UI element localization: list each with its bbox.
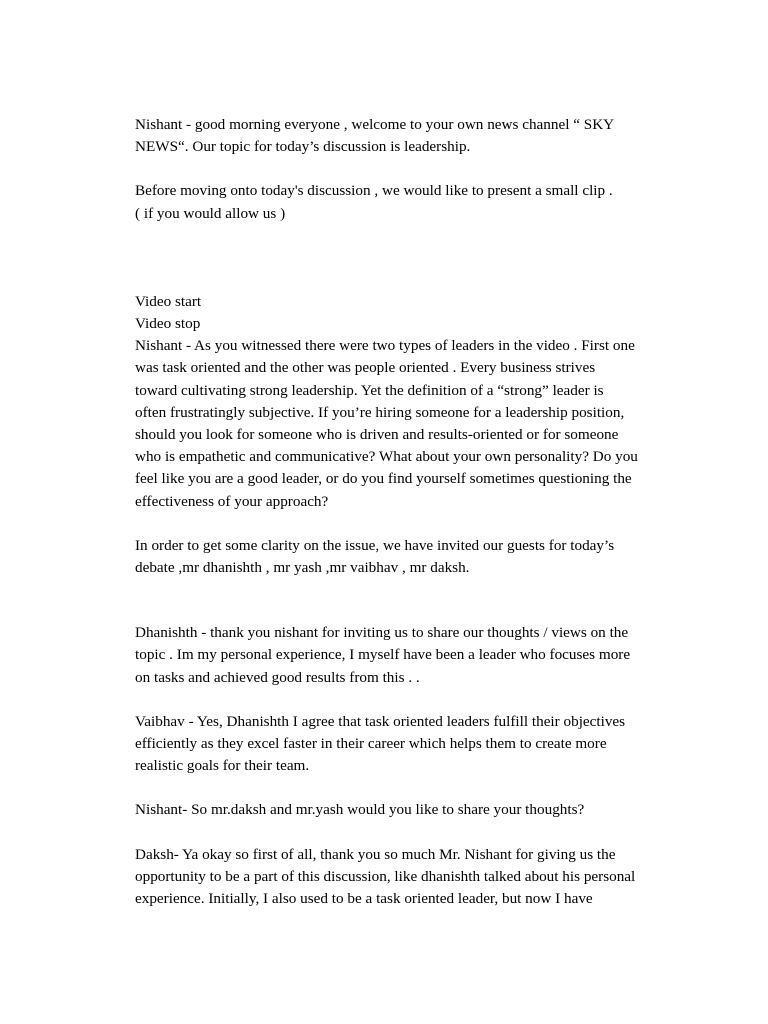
text-line: effectiveness of your approach? xyxy=(135,492,329,510)
paragraph-daksh xyxy=(135,844,695,911)
paragraph-vaibhav xyxy=(135,711,695,778)
paragraph-dhanishth xyxy=(135,622,695,689)
text-line: Video stop xyxy=(135,315,201,333)
text-line: In order to get some clarity on the issue, we have invited our guests for today’s xyxy=(135,536,615,554)
text-line: on tasks and achieved good results from this . . xyxy=(135,668,420,686)
text-line: opportunity to be a part of this discussion, like dhanishth talked about his personal xyxy=(135,867,636,885)
text-line: feel like you are a good leader, or do you find yourself sometimes questioning the xyxy=(135,470,632,488)
text-line: NEWS“. Our topic for today’s discussion is leadership. xyxy=(135,138,471,156)
paragraph-invite-guests xyxy=(135,535,695,579)
paragraph-video-block xyxy=(135,291,695,513)
text-line: realistic goals for their team. xyxy=(135,757,310,775)
text-line: who is empathetic and communicative? What about your own personality? Do you xyxy=(135,448,638,466)
text-line: experience. Initially, I also used to be a task oriented leader, but now I have xyxy=(135,890,593,908)
text-line: Nishant - good morning everyone , welcome to your own news channel “ SKY xyxy=(135,116,615,133)
text-line: Before moving onto today's discussion , we would like to present a small clip . xyxy=(135,182,613,200)
text-line: ( if you would allow us ) xyxy=(135,204,286,222)
text-line: efficiently as they excel faster in their career which helps them to create more xyxy=(135,735,607,753)
paragraph-nishant-intro xyxy=(135,114,695,158)
text-line: debate ,mr dhanishth , mr yash ,mr vaibhav , mr daksh. xyxy=(135,559,470,577)
text-line: Dhanishth - thank you nishant for inviting us to share our thoughts / views on the xyxy=(135,624,629,642)
text-line: Vaibhav - Yes, Dhanishth I agree that task oriented leaders fulfill their objectives xyxy=(135,712,626,730)
text-line: was task oriented and the other was people oriented . Every business strives xyxy=(135,359,596,377)
text-line: Nishant- So mr.daksh and mr.yash would you like to share your thoughts? xyxy=(135,801,585,819)
text-line: should you look for someone who is driven and results-oriented or for someone xyxy=(135,426,619,444)
text-line: topic . Im my personal experience, I myself have been a leader who focuses more xyxy=(135,646,631,664)
paragraph-before-clip xyxy=(135,180,695,224)
text-line: Daksh- Ya okay so first of all, thank you so much Mr. Nishant for giving us the xyxy=(135,845,616,863)
text-line: Video start xyxy=(135,292,202,310)
text-line: toward cultivating strong leadership. Yet the definition of a “strong” leader is xyxy=(135,381,604,399)
document-page xyxy=(135,114,695,910)
text-line: Nishant - As you witnessed there were two types of leaders in the video . First one xyxy=(135,337,635,355)
paragraph-nishant-question xyxy=(135,799,695,821)
text-line: often frustratingly subjective. If you’re hiring someone for a leadership position, xyxy=(135,403,625,421)
